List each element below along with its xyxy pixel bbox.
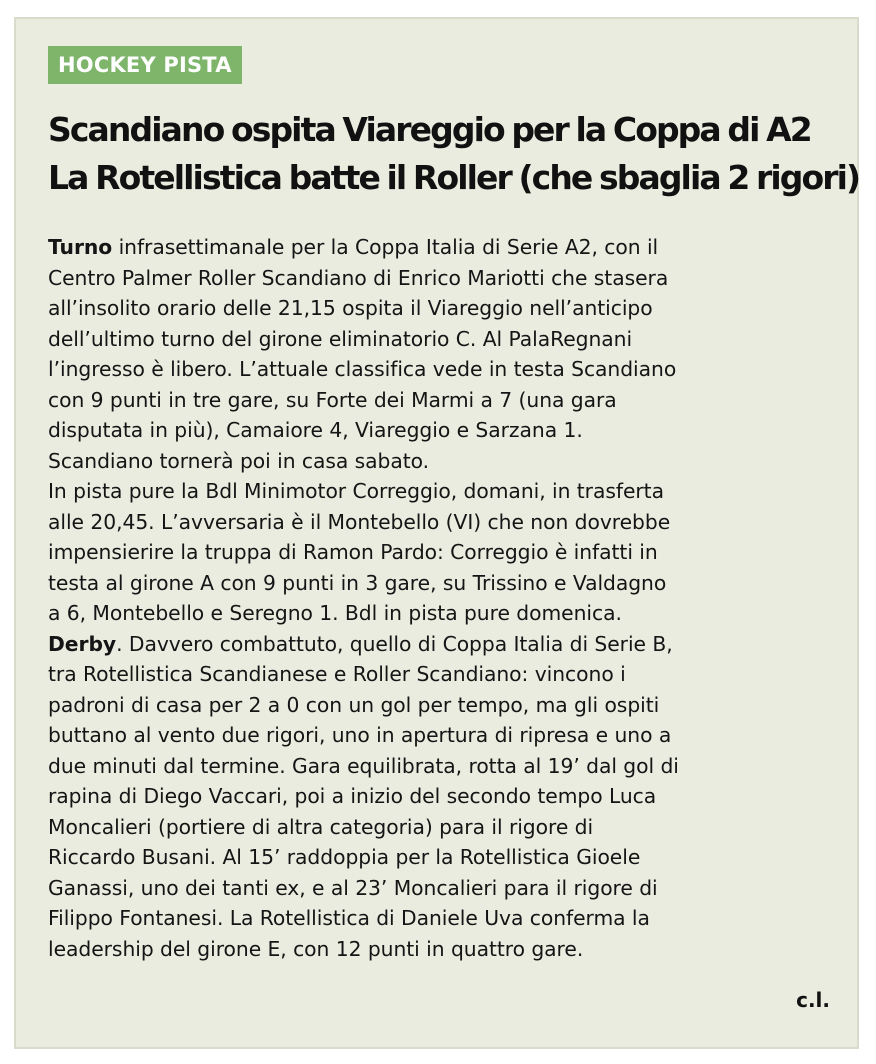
- body-line-derby: [48, 629, 838, 660]
- headline-line-1: Scandiano ospita Viareggio per la Coppa di A2: [48, 110, 811, 149]
- body-line: Moncalieri (portiere di altra categoria) para il rigore di: [48, 814, 594, 839]
- lead-word-derby: Derby: [48, 631, 117, 656]
- body-line: Filippo Fontanesi. La Rotellistica di Daniele Uva conferma la: [48, 906, 650, 930]
- body-line: Ganassi, uno dei tanti ex, e al 23’ Moncalieri para il rigore di: [48, 875, 658, 900]
- body-line: dell’ultimo turno del girone eliminatorio C. Al PalaRegnani: [48, 326, 633, 351]
- body-line: all’insolito orario delle 21,15 ospita il Viareggio nell’anticipo: [48, 296, 653, 320]
- body-line: con 9 punti in tre gare, su Forte dei Marmi a 7 (una gara: [48, 387, 617, 412]
- body-line: rapina di Diego Vaccari, poi a inizio del secondo tempo Luca: [48, 784, 657, 808]
- body-line-1: [48, 232, 838, 263]
- body-line: Centro Palmer Roller Scandiano di Enrico Mariotti che stasera: [48, 265, 669, 290]
- body-line: buttano al vento due rigori, uno in apertura di ripresa e uno a: [48, 723, 672, 747]
- headline: [48, 106, 860, 202]
- body-line-1-text: infrasettimanale per la Coppa Italia di Serie A2, con il: [112, 235, 659, 259]
- body-line: padroni di casa per 2 a 0 con un gol per tempo, ma gli ospiti: [48, 692, 660, 717]
- body-line: alle 20,45. L’avversaria è il Montebello (VI) che non dovrebbe: [48, 509, 671, 534]
- body-line: tra Rotellistica Scandianese e Roller Scandiano: vincono i: [48, 662, 626, 686]
- body-line: l’ingresso è libero. L’attuale classifica vede in testa Scandiano: [48, 357, 677, 381]
- author-signature: c.l.: [796, 988, 830, 1012]
- body-line: Scandiano tornerà poi in casa sabato.: [48, 448, 430, 473]
- article-body: [48, 232, 838, 964]
- body-line: disputata in più), Camaiore 4, Viareggio e Sarzana 1.: [48, 418, 583, 442]
- body-line: leadership del girone E, con 12 punti in quattro gare.: [48, 936, 584, 961]
- lead-word-turno: Turno: [48, 235, 113, 259]
- body-line: Riccardo Busani. Al 15’ raddoppia per la Rotellistica Gioele: [48, 845, 641, 869]
- headline-line-2: La Rotellistica batte il Roller (che sbaglia 2 rigori): [48, 158, 860, 197]
- body-line: due minuti dal termine. Gara equilibrata, rotta al 19’ dal gol di: [48, 753, 679, 778]
- body-line: In pista pure la Bdl Minimotor Correggio, domani, in trasferta: [48, 479, 664, 503]
- body-line: impensierire la truppa di Ramon Pardo: Correggio è infatti in: [48, 540, 658, 564]
- body-line: testa al girone A con 9 punti in 3 gare, su Trissino e Valdagno: [48, 570, 667, 595]
- section-kicker: HOCKEY PISTA: [48, 46, 242, 84]
- body-line: a 6, Montebello e Seregno 1. Bdl in pista pure domenica.: [48, 601, 622, 625]
- body-line-derby-text: . Davvero combattuto, quello di Coppa Italia di Serie B,: [116, 631, 673, 656]
